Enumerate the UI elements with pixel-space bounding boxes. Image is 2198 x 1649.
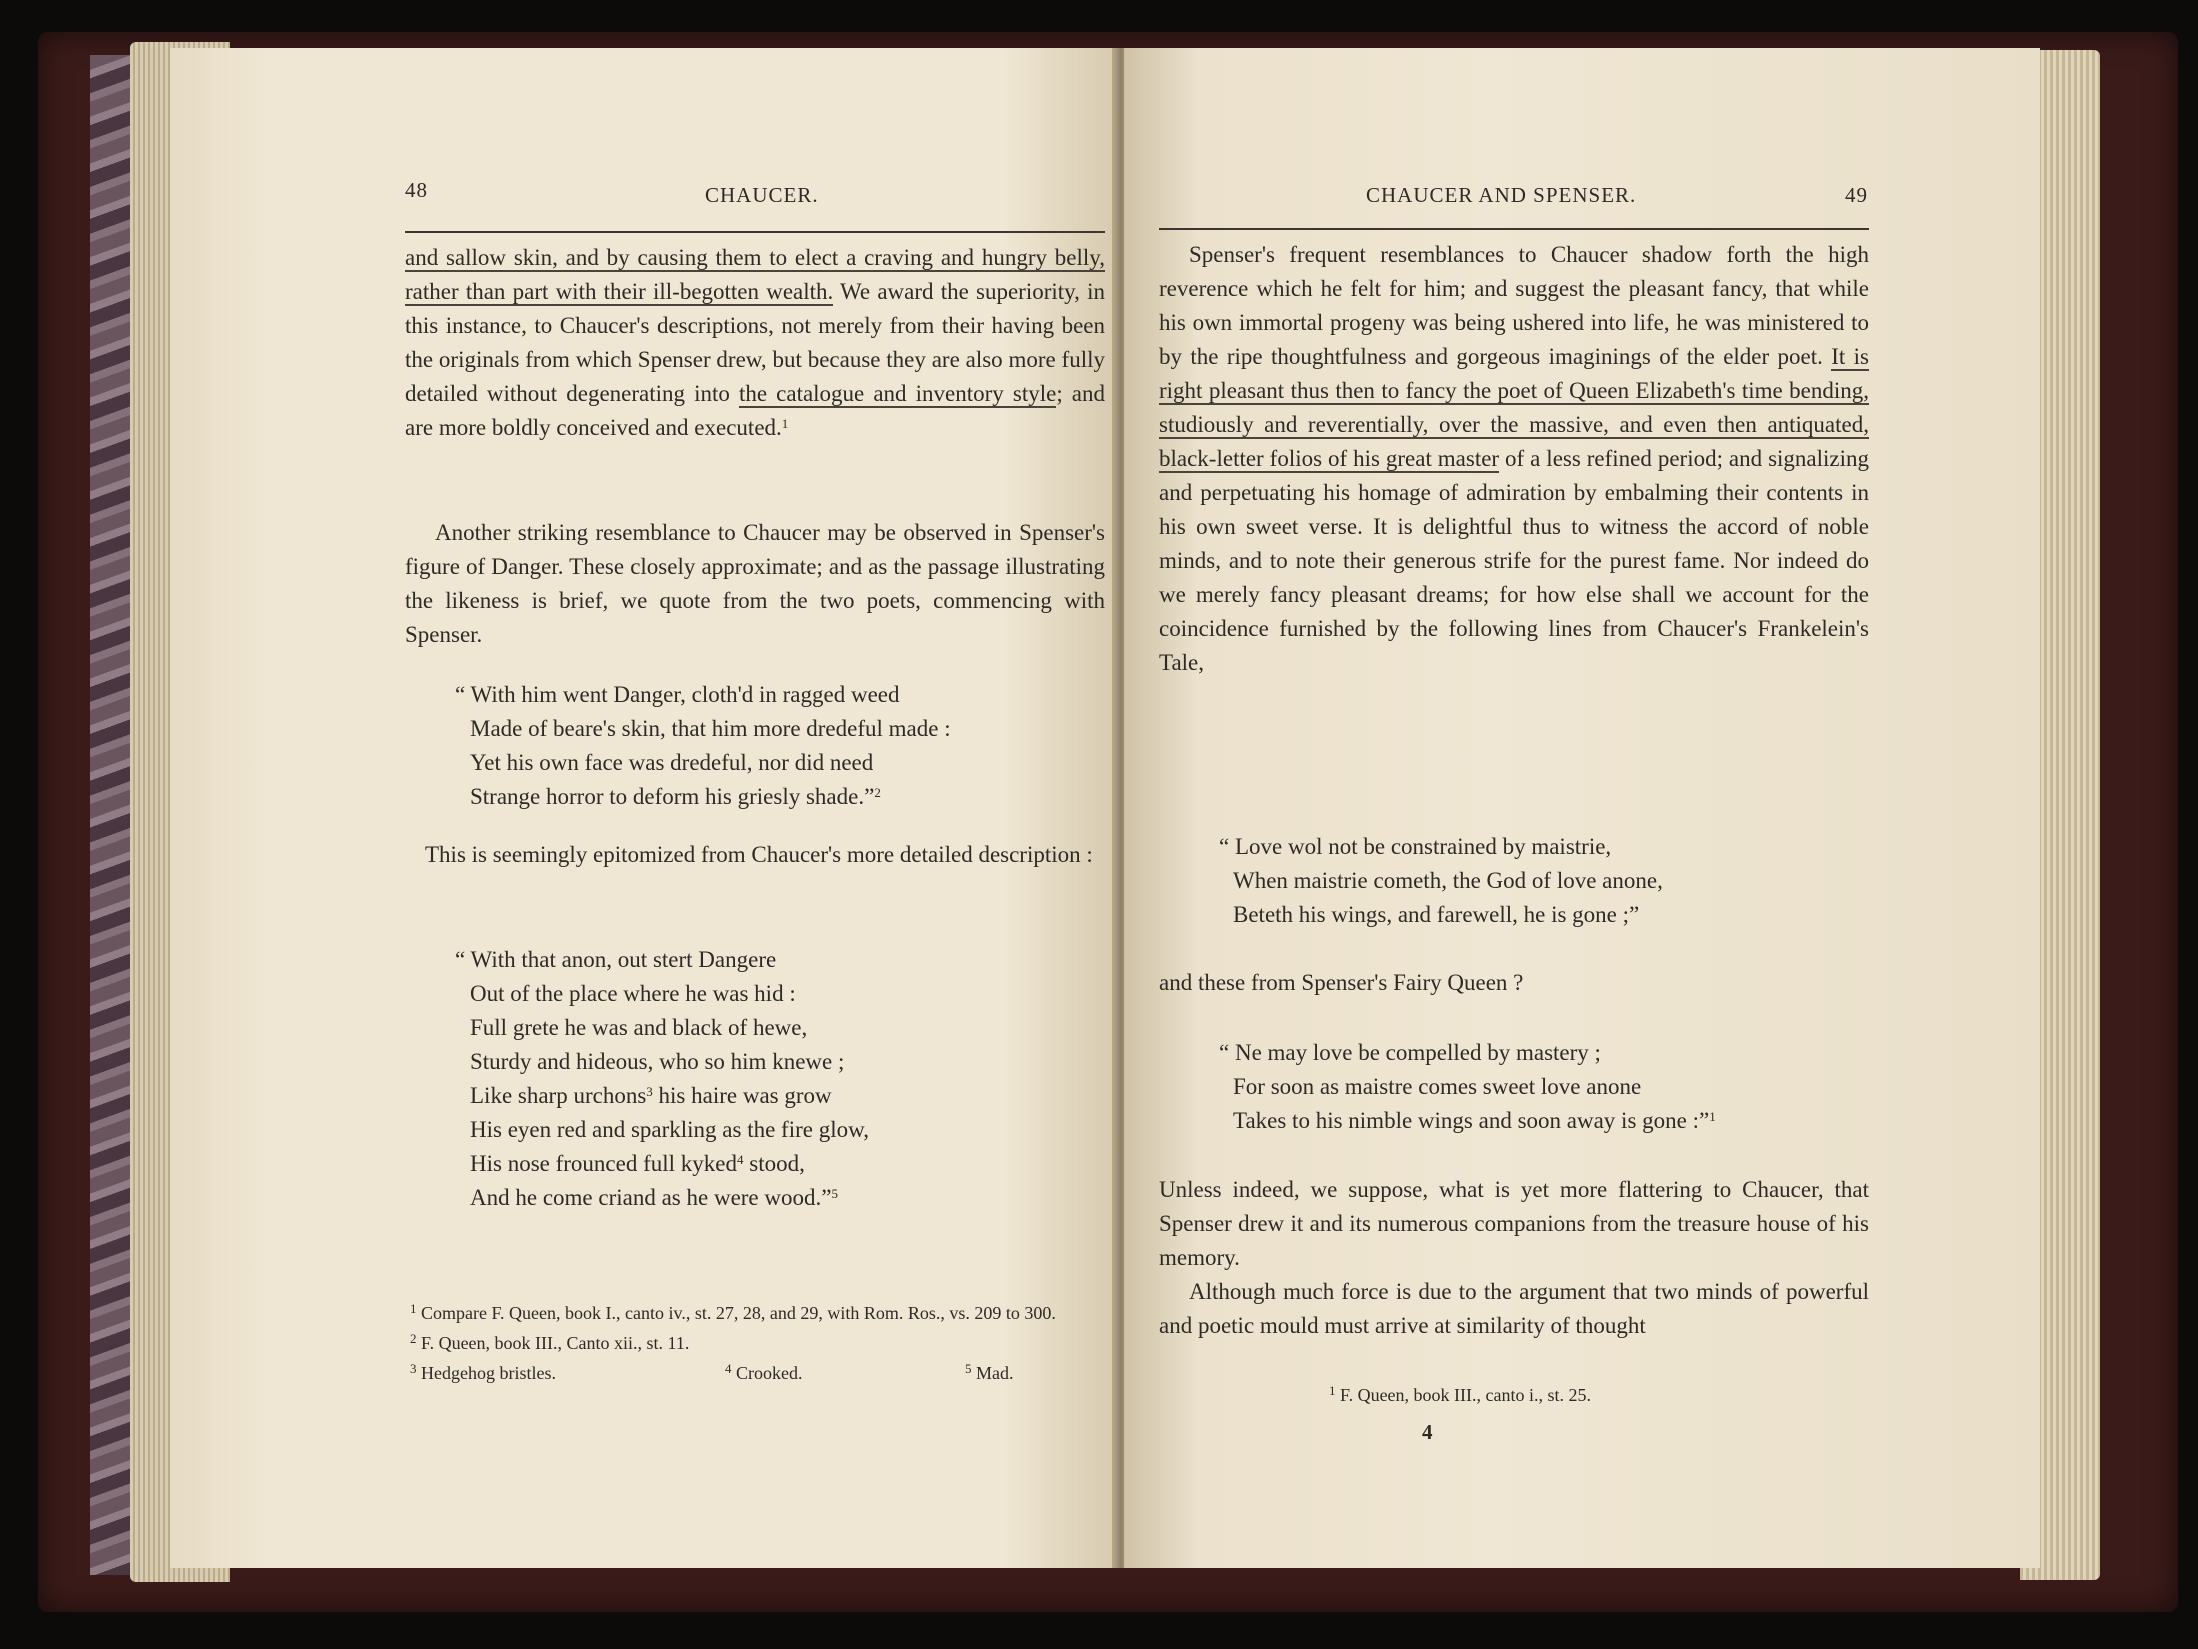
spenser-verse-fairy-queen: “ Ne may love be compelled by mastery ; For soon as maistre comes sweet love anone Takes to his nimble wings and soon away is gone :”$^1$	[1219, 1040, 1716, 1133]
right-para-1: Spenser's frequent resemblances to Chaucer shadow forth the high reverence which he felt for him; and suggest the pleasant fancy, that while his own immortal progeny was being ushered into life, he was ministered to by the ripe thoughtfulness and gorgeous imaginings of the elder poet. It is right pleasant thus then to fancy the poet of Queen Elizabeth's time bending, studiously and reverentially, over the massive, and even then antiquated, black-letter folios of his great master of a less refined period; and signalizing and perpetuating his homage of admiration by embalming their contents in his own sweet verse. It is delightful thus to witness the accord of noble minds, and to note their generous strife for the purest fame. Nor indeed do we merely fancy pleasant dreams; for how else shall we account for the coincidence furnished by the following lines from Chaucer's Frankelein's Tale,	[1159, 242, 1870, 675]
chaucer-verse-dangere: “ With that anon, out stert Dangere Out of the place where he was hid : Full grete he was and black of hewe, Sturdy and hideous, who so him knewe ; Like sharp urchons$^3$ his haire was grow His eyen red and sparkling as the fire glow, His nose frounced full kyked$^4$ stood, And he come criand as he were wood.”$^5$	[455, 947, 869, 1210]
left-para-1: and sallow skin, and by causing them to elect a craving and hungry belly, rather than part with their ill-begotten wealth. We award the superiority, in this instance, to Chaucer's descriptions, not merely from their having been the originals from which Spenser drew, but because they are also more fully detailed without degenerating into the catalogue and inventory style; and are more boldly conceived and executed.$^1$	[405, 245, 1105, 440]
right-header-rule	[1159, 228, 1869, 230]
underlined-passage: It is right pleasant thus then to fancy the poet of Queen Elizabeth's time bending, studiously and reverentially, over the massive, and even then antiquated, black-letter folios of his great master	[1159, 344, 1870, 471]
right-page	[1124, 48, 2040, 1568]
left-header-rule	[405, 231, 1105, 233]
underlined-passage: the catalogue and inventory style	[738, 381, 1057, 406]
right-running-head: CHAUCER AND SPENSER.	[1366, 183, 1637, 207]
footnote-ref: 2	[874, 785, 881, 800]
left-para-3: This is seemingly epitomized from Chaucer's more detailed description :	[425, 842, 1093, 867]
footnote-ref: 3	[646, 1084, 653, 1099]
footnote-ref: 1	[781, 416, 789, 431]
right-page-number: 49	[1845, 183, 1868, 207]
footnote-ref: 4	[737, 1152, 744, 1167]
spenser-verse-danger: “ With him went Danger, cloth'd in ragged weed Made of beare's skin, that him more dredeful made : Yet his own face was dredeful, nor did need Strange horror to deform his griesly shade.”$^2$	[455, 682, 951, 809]
underlined-passage: and sallow skin, and by causing them to elect a craving and hungry belly, rather than part with their ill-begotten wealth.	[405, 245, 1105, 304]
right-para-3: Unless indeed, we suppose, what is yet more flattering to Chaucer, that Spenser drew it and its numerous companions from the treasure house of his memory.	[1159, 1177, 1869, 1270]
left-page	[170, 48, 1118, 1568]
right-para-2: and these from Spenser's Fairy Queen ?	[1159, 970, 1524, 995]
chaucer-verse-frankelein: “ Love wol not be constrained by maistrie, When maistrie cometh, the God of love anone, Beteth his wings, and farewell, he is gone ;”	[1219, 834, 1663, 927]
right-para-4: Although much force is due to the argument that two minds of powerful and poetic mould must arrive at similarity of thought	[1159, 1279, 1869, 1338]
left-para-2: Another striking resemblance to Chaucer may be observed in Spenser's figure of Danger. These closely approximate; and as the passage illustrating the likeness is brief, we quote from the two poets, commencing with Spenser.	[405, 520, 1105, 647]
footnote-ref: 5	[831, 1186, 838, 1201]
left-page-number: 48	[405, 178, 428, 202]
footnote-ref: 1	[1709, 1109, 1716, 1124]
left-footnotes: $^1$ Compare F. Queen, book I., canto iv., st. 27, 28, and 29, with Rom. Ros., vs. 209 to 300. $^2$ F. Queen, book III., Canto xii., st. 11. $^3$ Hedgehog bristles. $^4$ Crooked. $^5$ Mad.	[410, 1301, 1056, 1383]
right-footnote: $^1$ F. Queen, book III., canto i., st. 25.	[1329, 1383, 1592, 1405]
left-running-head: CHAUCER.	[705, 183, 819, 207]
signature-mark: 4	[1422, 1420, 1433, 1444]
